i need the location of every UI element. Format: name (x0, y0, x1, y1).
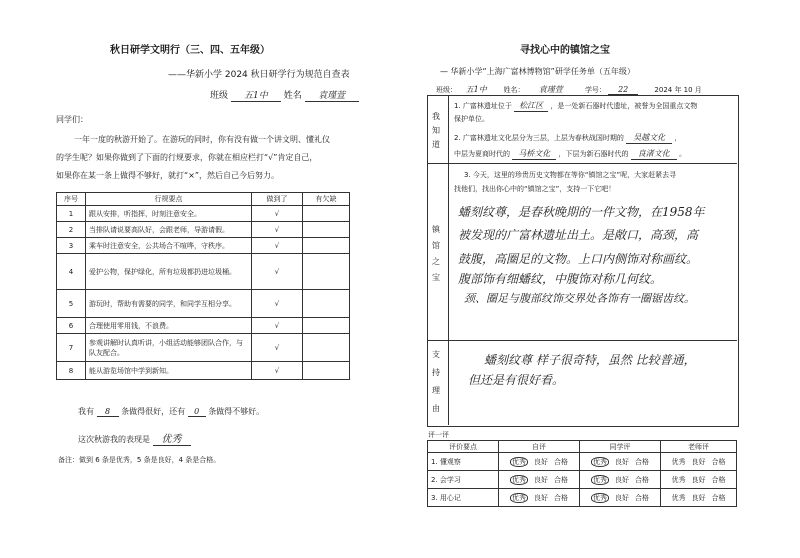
eval-option[interactable]: 合格 (553, 475, 568, 484)
eval-peer-options (579, 471, 660, 489)
eval-option-selected[interactable]: 优秀 (511, 475, 526, 484)
section-divider (428, 163, 737, 164)
reason-handwriting: 但还是有很好看。 (468, 373, 565, 387)
eval-row (428, 489, 737, 507)
summary-text: 这次秋游我的表现是 (78, 435, 150, 444)
row-done-mark: √ (252, 238, 303, 254)
row-text: 游玩时，帮助有需要的同学，和同学互相分享。 (86, 290, 252, 318)
name-value: 袁瑾萱 (305, 88, 359, 102)
table-row (57, 238, 350, 254)
row-text: 乘车时注意安全，公共场合不喧哗，守秩序。 (86, 238, 252, 254)
row-done-mark: √ (252, 222, 303, 238)
row-no: 5 (57, 290, 86, 318)
know-text: 2. 广富林遗址文化层分为三层，上层为春秋战国时期的 (454, 134, 624, 142)
student-no-value: 22 (608, 85, 638, 95)
eval-option[interactable]: 良好 (533, 475, 548, 484)
row-no: 4 (57, 254, 86, 290)
row-done-mark: √ (252, 290, 303, 318)
row-no: 2 (57, 222, 86, 238)
eval-option[interactable]: 合格 (634, 493, 649, 502)
name-value: 袁瑾萱 (527, 84, 575, 96)
know-line (454, 148, 686, 160)
eval-option[interactable]: 良好 (614, 457, 629, 466)
eval-teacher-options (660, 453, 736, 471)
treasure-handwriting: 鼓腹，高圈足的文物。上口内侧饰对称画纹。 (458, 252, 699, 266)
eval-self-options (499, 489, 580, 507)
summary-text: 我有 (78, 407, 94, 416)
table-row (57, 334, 350, 362)
section-label-reason: 支持理由 (432, 350, 440, 413)
right-title: 寻找心中的镇馆之宝 (520, 45, 610, 56)
eval-col-teacher: 老师评 (660, 441, 736, 453)
know-text: 。 (678, 150, 686, 158)
answer-fill: 吴越文化 (626, 132, 672, 144)
summary-count-line (78, 406, 264, 417)
right-subtitle: — 华新小学“上海广富林博物馆”研学任务单（五年级） (440, 67, 635, 76)
eval-option[interactable]: 优秀 (671, 475, 686, 484)
intro-line: 如果你在某一条上做得不够好，就打“×”，然后自己今后努力。 (56, 171, 279, 180)
eval-option[interactable]: 合格 (553, 457, 568, 466)
eval-option-selected[interactable]: 优秀 (592, 475, 607, 484)
eval-col-peer: 同学评 (579, 441, 660, 453)
row-text: 当排队请说要高队好，会跟老师，导游请假。 (86, 222, 252, 238)
row-no: 8 (57, 362, 86, 380)
eval-item: 3. 用心记 (428, 489, 499, 507)
eval-option[interactable]: 合格 (711, 475, 726, 484)
reason-handwriting: 蟠刻纹尊 样子很奇特，虽然 比较普通， (484, 353, 696, 367)
table-row (57, 362, 350, 380)
table-row (57, 222, 350, 238)
rating-value: 优秀 (153, 430, 191, 446)
good-count: 8 (97, 407, 119, 417)
eval-option[interactable]: 合格 (711, 457, 726, 466)
eval-peer-options (579, 489, 660, 507)
evaluation-table (427, 440, 737, 507)
row-text: 跟从安排，听指挥，时刻注意安全。 (86, 206, 252, 222)
eval-self-options (499, 471, 580, 489)
section-divider (428, 340, 737, 341)
summary-text: 条做得不够好。 (208, 407, 265, 416)
eval-teacher-options (660, 489, 736, 507)
eval-option[interactable]: 良好 (614, 493, 629, 502)
know-text: ，是一处新石器时代遗址，被誉为全国重点文物 (550, 102, 698, 110)
eval-col-item: 评价要点 (428, 441, 499, 453)
table-row (57, 290, 350, 318)
eval-option[interactable]: 优秀 (671, 457, 686, 466)
row-lack-mark (303, 222, 350, 238)
note: 备注：做到 6 条是优秀，5 条是良好，4 条是合格。 (58, 456, 221, 464)
eval-option[interactable]: 合格 (634, 457, 649, 466)
student-no-label: 学号： (584, 86, 606, 94)
treasure-handwriting: 颈、圈足与腹部纹饰交界处各饰有一圈锯齿纹。 (464, 292, 695, 305)
row-no: 7 (57, 334, 86, 362)
eval-item: 2. 会学习 (428, 471, 499, 489)
table-header-row (57, 193, 350, 206)
eval-title: 评一评 (428, 431, 449, 439)
class-value: 五1中 (459, 84, 493, 96)
answer-fill: 马桥文化 (512, 148, 556, 160)
row-lack-mark (303, 334, 350, 362)
eval-option[interactable]: 合格 (634, 475, 649, 484)
label-column-divider (448, 95, 449, 425)
answer-fill: 松江区 (514, 100, 548, 112)
table-row (57, 254, 350, 290)
col-header-lack: 有欠缺 (303, 193, 350, 206)
eval-option[interactable]: 良好 (691, 457, 706, 466)
summary-text: 条做得很好，还有 (121, 407, 186, 416)
bad-count: 0 (188, 407, 206, 417)
summary-rating-line (78, 430, 191, 446)
row-no: 6 (57, 318, 86, 334)
eval-self-options (499, 453, 580, 471)
eval-option[interactable]: 优秀 (671, 493, 686, 502)
row-text: 能从游览场馆中学到新知。 (86, 362, 252, 380)
eval-teacher-options (660, 471, 736, 489)
row-no: 3 (57, 238, 86, 254)
class-value: 五1中 (231, 88, 281, 102)
know-line (454, 132, 681, 144)
name-label: 姓名： (503, 86, 525, 94)
row-done-mark: √ (252, 318, 303, 334)
table-row (57, 318, 350, 334)
eval-row (428, 471, 737, 489)
know-text: 1. 广富林遗址位于 (454, 102, 512, 110)
table-row (57, 206, 350, 222)
eval-option-selected[interactable]: 优秀 (592, 493, 607, 502)
eval-item: 1. 懂观察 (428, 453, 499, 471)
row-done-mark: √ (252, 254, 303, 290)
eval-row (428, 453, 737, 471)
know-text: ， (674, 134, 682, 142)
row-no: 1 (57, 206, 86, 222)
eval-option[interactable]: 良好 (691, 475, 706, 484)
row-lack-mark (303, 254, 350, 290)
col-header-point: 行规要点 (86, 193, 252, 206)
row-lack-mark (303, 238, 350, 254)
intro-line: 的学生呢？如果你做到了下面的行规要求，你就在相应栏打“√”肯定自己， (56, 153, 318, 162)
eval-option[interactable]: 合格 (711, 493, 726, 502)
col-header-no: 序号 (57, 193, 86, 206)
row-lack-mark (303, 206, 350, 222)
intro-line: 一年一度的秋游开始了。在游玩的同时，你有没有做一个讲文明、懂礼仪 (74, 135, 330, 144)
row-text: 爱护公物，保护绿化，所有垃圾都扔进垃圾桶。 (86, 254, 252, 290)
eval-header-row (428, 441, 737, 453)
know-line (454, 100, 697, 112)
treasure-intro: 3. 今天，这里的珍贵历史文物都在等你“镇馆之宝”呢，大家赶紧去寻 (464, 171, 677, 179)
treasure-handwriting: 蟠刻纹尊，是春秋晚期的一件文物，在1958年 (458, 205, 705, 219)
eval-col-self: 自评 (499, 441, 580, 453)
eval-option[interactable]: 良好 (614, 475, 629, 484)
eval-option[interactable]: 良好 (533, 457, 548, 466)
know-text: ，下层为新石器时代的 (558, 150, 629, 158)
know-text: 中层为夏商时代的 (454, 150, 510, 158)
left-subtitle: ——华新小学 2024 秋日研学行为规范自查表 (168, 70, 350, 80)
row-done-mark: √ (252, 206, 303, 222)
date: 2024 年 10 月 (654, 86, 702, 94)
row-done-mark: √ (252, 362, 303, 380)
eval-peer-options (579, 453, 660, 471)
greeting: 同学们： (56, 115, 88, 124)
behavior-checklist-table (56, 192, 350, 380)
know-text: 保护单位。 (454, 115, 489, 123)
row-lack-mark (303, 290, 350, 318)
row-text: 合理使用零用钱，不浪费。 (86, 318, 252, 334)
treasure-handwriting: 被发现的广富林遗址出土。是敞口，高颈，高 (458, 228, 699, 242)
eval-option[interactable]: 良好 (533, 493, 548, 502)
treasure-intro: 找他们，找出你心中的“镇馆之宝”，支持一下它吧！ (454, 185, 616, 193)
left-title: 秋日研学文明行（三、四、五年级） (110, 45, 270, 56)
section-label-treasure: 镇馆之宝 (432, 225, 440, 282)
row-lack-mark (303, 362, 350, 380)
treasure-handwriting: 腹部饰有细蟠纹，中腹饰对称几何纹。 (458, 272, 663, 286)
row-done-mark: √ (252, 334, 303, 362)
eval-option[interactable]: 良好 (691, 493, 706, 502)
class-label: 班级 (210, 91, 229, 101)
eval-option-selected[interactable]: 优秀 (511, 493, 526, 502)
eval-option[interactable]: 合格 (553, 493, 568, 502)
col-header-done: 做到了 (252, 193, 303, 206)
answer-fill: 良渚文化 (631, 148, 677, 160)
row-text: 参观讲解时认真听讲，小组活动能够团队合作，与队友配合。 (86, 334, 252, 362)
name-label: 姓名 (283, 91, 302, 101)
left-class-row (210, 88, 359, 102)
row-lack-mark (303, 318, 350, 334)
class-label: 班级： (436, 86, 457, 94)
eval-option-selected[interactable]: 优秀 (511, 457, 526, 466)
section-label-know: 我知道 (432, 112, 440, 149)
eval-option-selected[interactable]: 优秀 (592, 457, 607, 466)
